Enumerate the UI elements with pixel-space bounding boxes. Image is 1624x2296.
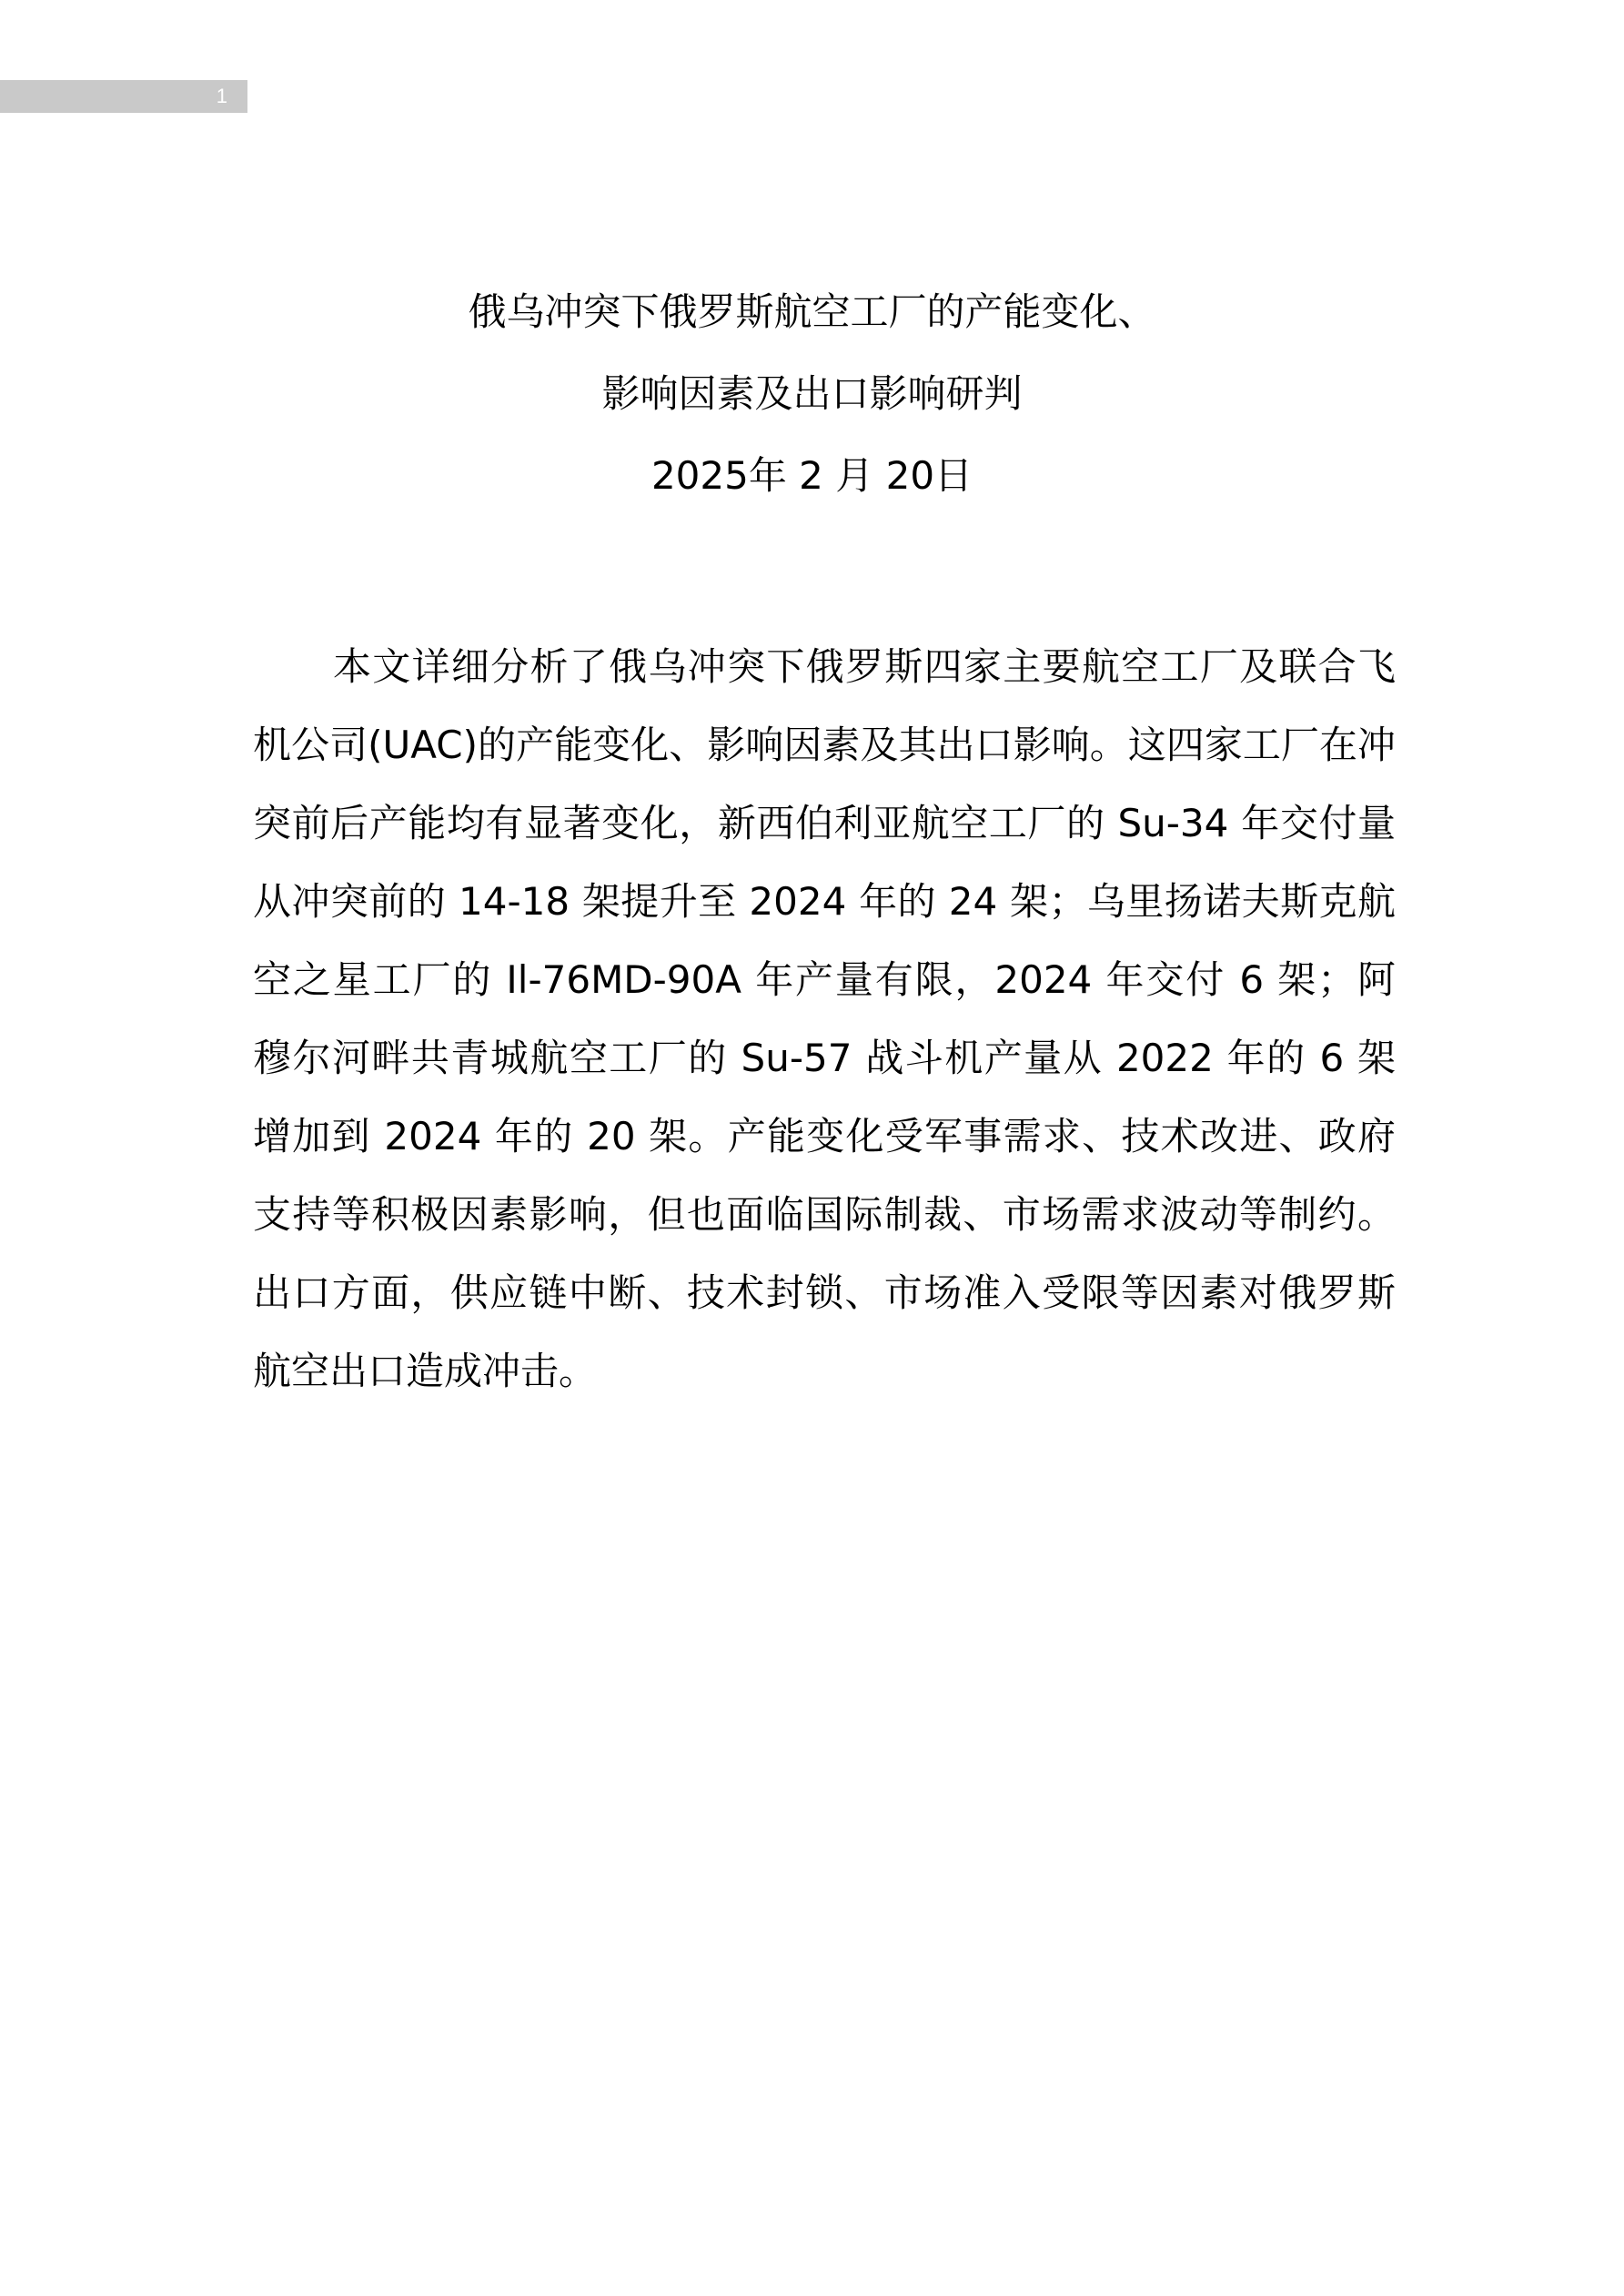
document-title-line-1: 俄乌冲突下俄罗斯航空工厂的产能变化、	[468, 289, 1156, 334]
abstract-paragraph: 本文详细分析了俄乌冲突下俄罗斯四家主要航空工厂及联合飞机公司(UAC)的产能变化、影响因素及其出口影响。这四家工厂在冲突前后产能均有显著变化，新西伯利亚航空工厂的 Su-34 年交付量从冲突前的 14-18 架提升至 2024 年的 24 架；乌里扬诺夫斯克航空之星工厂的 Il-76MD-90A 年产量有限，2024 年交付 6 架；阿穆尔河畔共青城航空工厂的 Su-57 战斗机产量从 2022 年的 6 架增加到 2024 年的 20 架。产能变化受军事需求、技术改进、政府支持等积极因素影响，但也面临国际制裁、市场需求波动等制约。出口方面，供应链中断、技术封锁、市场准入受限等因素对俄罗斯航空出口造成冲击。	[253, 644, 1396, 1393]
document-date: 2025年 2 月 20日	[651, 453, 973, 498]
document-title-block	[0, 289, 1624, 499]
page-number-tab	[0, 80, 247, 113]
page-number: 1	[216, 85, 227, 107]
document-title-line-2: 影响因素及出口影响研判	[601, 371, 1023, 416]
